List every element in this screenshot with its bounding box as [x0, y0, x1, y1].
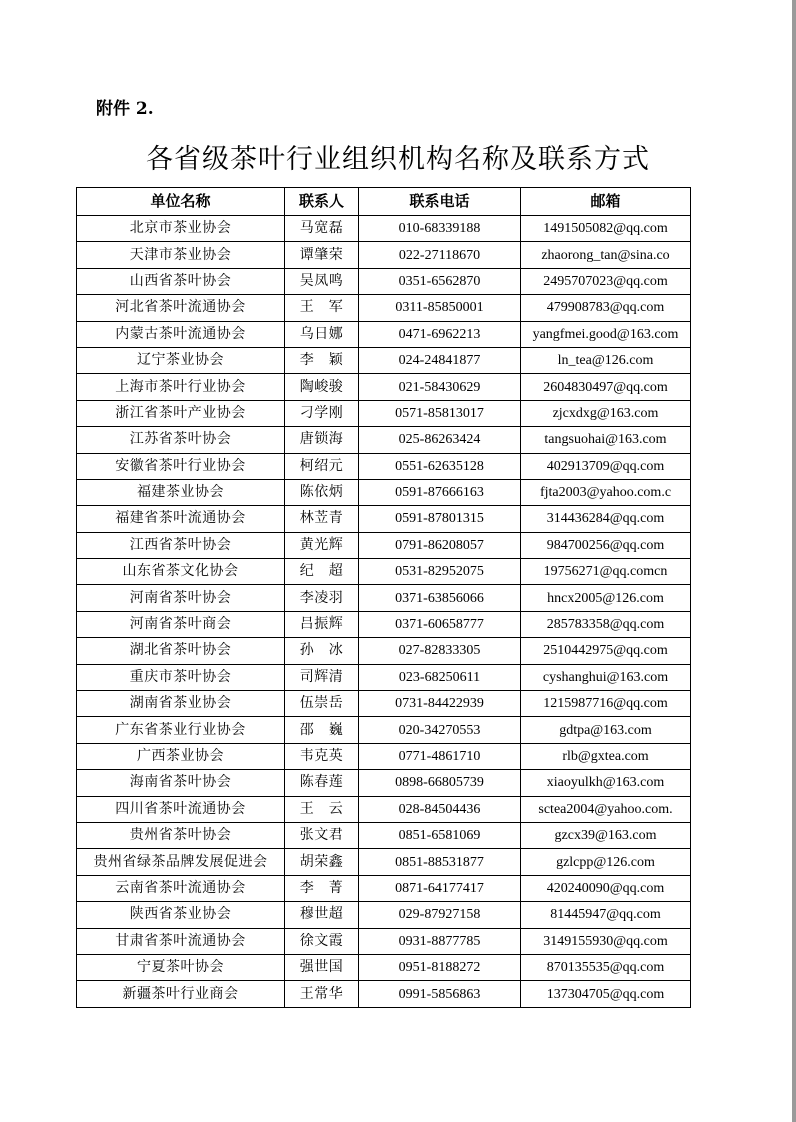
- org-name-cell: 辽宁茶业协会: [77, 347, 285, 373]
- contact-person-cell: 胡荣鑫: [285, 849, 359, 875]
- email-cell: 3149155930@qq.com: [521, 928, 691, 954]
- contact-person-cell: 李 菁: [285, 875, 359, 901]
- table-row: [77, 559, 691, 585]
- org-name-cell: 江苏省茶叶协会: [77, 427, 285, 453]
- org-name-cell: 河南省茶叶商会: [77, 611, 285, 637]
- table-row: [77, 611, 691, 637]
- phone-cell: 029-87927158: [359, 902, 521, 928]
- email-cell: hncx2005@126.com: [521, 585, 691, 611]
- table-row: [77, 717, 691, 743]
- table-row: [77, 902, 691, 928]
- org-name-cell: 河北省茶叶流通协会: [77, 295, 285, 321]
- contacts-table: [76, 187, 691, 1008]
- org-name-cell: 山西省茶叶协会: [77, 268, 285, 294]
- phone-cell: 0771-4861710: [359, 743, 521, 769]
- table-header-row: [77, 188, 691, 216]
- table-row: [77, 479, 691, 505]
- email-cell: 479908783@qq.com: [521, 295, 691, 321]
- table-row: [77, 427, 691, 453]
- phone-cell: 0871-64177417: [359, 875, 521, 901]
- org-name-cell: 重庆市茶叶协会: [77, 664, 285, 690]
- phone-cell: 0591-87801315: [359, 506, 521, 532]
- phone-cell: 025-86263424: [359, 427, 521, 453]
- contact-person-cell: 穆世超: [285, 902, 359, 928]
- email-cell: xiaoyulkh@163.com: [521, 770, 691, 796]
- contact-person-cell: 司辉清: [285, 664, 359, 690]
- org-name-cell: 贵州省绿茶品牌发展促进会: [77, 849, 285, 875]
- email-cell: 2495707023@qq.com: [521, 268, 691, 294]
- table-row: [77, 532, 691, 558]
- phone-cell: 0951-8188272: [359, 954, 521, 980]
- table-row: [77, 796, 691, 822]
- table-row: [77, 242, 691, 268]
- header-contact-person: 联系人: [285, 188, 359, 216]
- table-row: [77, 268, 691, 294]
- email-cell: fjta2003@yahoo.com.c: [521, 479, 691, 505]
- email-cell: zhaorong_tan@sina.co: [521, 242, 691, 268]
- contact-person-cell: 柯绍元: [285, 453, 359, 479]
- email-cell: 19756271@qq.comcn: [521, 559, 691, 585]
- table-row: [77, 400, 691, 426]
- contact-person-cell: 纪 超: [285, 559, 359, 585]
- phone-cell: 021-58430629: [359, 374, 521, 400]
- org-name-cell: 广东省茶业行业协会: [77, 717, 285, 743]
- email-cell: 870135535@qq.com: [521, 954, 691, 980]
- contact-person-cell: 王常华: [285, 981, 359, 1007]
- org-name-cell: 新疆茶叶行业商会: [77, 981, 285, 1007]
- org-name-cell: 福建茶业协会: [77, 479, 285, 505]
- contact-person-cell: 孙 冰: [285, 638, 359, 664]
- email-cell: 402913709@qq.com: [521, 453, 691, 479]
- email-cell: 285783358@qq.com: [521, 611, 691, 637]
- org-name-cell: 安徽省茶叶行业协会: [77, 453, 285, 479]
- table-row: [77, 691, 691, 717]
- email-cell: 420240090@qq.com: [521, 875, 691, 901]
- contact-person-cell: 韦克英: [285, 743, 359, 769]
- table-row: [77, 321, 691, 347]
- org-name-cell: 广西茶业协会: [77, 743, 285, 769]
- table-row: [77, 216, 691, 242]
- phone-cell: 0991-5856863: [359, 981, 521, 1007]
- phone-cell: 0551-62635128: [359, 453, 521, 479]
- phone-cell: 0791-86208057: [359, 532, 521, 558]
- org-name-cell: 江西省茶叶协会: [77, 532, 285, 558]
- table-row: [77, 849, 691, 875]
- email-cell: cyshanghui@163.com: [521, 664, 691, 690]
- contact-person-cell: 徐文霞: [285, 928, 359, 954]
- email-cell: 81445947@qq.com: [521, 902, 691, 928]
- org-name-cell: 陕西省茶业协会: [77, 902, 285, 928]
- org-name-cell: 北京市茶业协会: [77, 216, 285, 242]
- contact-person-cell: 邵 巍: [285, 717, 359, 743]
- org-name-cell: 浙江省茶叶产业协会: [77, 400, 285, 426]
- phone-cell: 0591-87666163: [359, 479, 521, 505]
- email-cell: 137304705@qq.com: [521, 981, 691, 1007]
- table-row: [77, 954, 691, 980]
- email-cell: tangsuohai@163.com: [521, 427, 691, 453]
- email-cell: 2510442975@qq.com: [521, 638, 691, 664]
- table-row: [77, 664, 691, 690]
- contact-person-cell: 李凌羽: [285, 585, 359, 611]
- phone-cell: 010-68339188: [359, 216, 521, 242]
- email-cell: gzcx39@163.com: [521, 822, 691, 848]
- contact-person-cell: 乌日娜: [285, 321, 359, 347]
- contact-person-cell: 陶峻骏: [285, 374, 359, 400]
- phone-cell: 022-27118670: [359, 242, 521, 268]
- phone-cell: 0371-63856066: [359, 585, 521, 611]
- phone-cell: 023-68250611: [359, 664, 521, 690]
- table-row: [77, 453, 691, 479]
- org-name-cell: 内蒙古茶叶流通协会: [77, 321, 285, 347]
- org-name-cell: 河南省茶叶协会: [77, 585, 285, 611]
- email-cell: rlb@gxtea.com: [521, 743, 691, 769]
- phone-cell: 0851-6581069: [359, 822, 521, 848]
- org-name-cell: 四川省茶叶流通协会: [77, 796, 285, 822]
- contact-person-cell: 刁学刚: [285, 400, 359, 426]
- email-cell: gzlcpp@126.com: [521, 849, 691, 875]
- contact-person-cell: 李 颖: [285, 347, 359, 373]
- contact-person-cell: 强世国: [285, 954, 359, 980]
- contact-person-cell: 吕振辉: [285, 611, 359, 637]
- email-cell: 2604830497@qq.com: [521, 374, 691, 400]
- contact-person-cell: 王 军: [285, 295, 359, 321]
- table-row: [77, 585, 691, 611]
- phone-cell: 024-24841877: [359, 347, 521, 373]
- org-name-cell: 山东省茶文化协会: [77, 559, 285, 585]
- table-row: [77, 981, 691, 1007]
- org-name-cell: 宁夏茶叶协会: [77, 954, 285, 980]
- contact-person-cell: 王 云: [285, 796, 359, 822]
- contact-person-cell: 谭肇荣: [285, 242, 359, 268]
- header-phone: 联系电话: [359, 188, 521, 216]
- org-name-cell: 上海市茶叶行业协会: [77, 374, 285, 400]
- table-row: [77, 506, 691, 532]
- contact-person-cell: 陈春莲: [285, 770, 359, 796]
- table-row: [77, 347, 691, 373]
- contact-person-cell: 唐锁海: [285, 427, 359, 453]
- contact-person-cell: 吴凤鸣: [285, 268, 359, 294]
- table-row: [77, 928, 691, 954]
- contact-person-cell: 伍崇岳: [285, 691, 359, 717]
- contact-person-cell: 黄光辉: [285, 532, 359, 558]
- email-cell: 1215987716@qq.com: [521, 691, 691, 717]
- email-cell: zjcxdxg@163.com: [521, 400, 691, 426]
- org-name-cell: 福建省茶叶流通协会: [77, 506, 285, 532]
- contact-person-cell: 张文君: [285, 822, 359, 848]
- contact-person-cell: 林苙青: [285, 506, 359, 532]
- phone-cell: 0351-6562870: [359, 268, 521, 294]
- phone-cell: 0731-84422939: [359, 691, 521, 717]
- contact-person-cell: 马宽磊: [285, 216, 359, 242]
- email-cell: yangfmei.good@163.com: [521, 321, 691, 347]
- org-name-cell: 海南省茶叶协会: [77, 770, 285, 796]
- email-cell: gdtpa@163.com: [521, 717, 691, 743]
- contact-person-cell: 陈依炳: [285, 479, 359, 505]
- phone-cell: 0471-6962213: [359, 321, 521, 347]
- org-name-cell: 湖南省茶业协会: [77, 691, 285, 717]
- phone-cell: 0531-82952075: [359, 559, 521, 585]
- phone-cell: 0571-85813017: [359, 400, 521, 426]
- phone-cell: 027-82833305: [359, 638, 521, 664]
- org-name-cell: 天津市茶业协会: [77, 242, 285, 268]
- phone-cell: 0898-66805739: [359, 770, 521, 796]
- phone-cell: 0371-60658777: [359, 611, 521, 637]
- table-row: [77, 638, 691, 664]
- page-title: 各省级茶叶行业组织机构名称及联系方式: [146, 144, 650, 175]
- header-org-name: 单位名称: [77, 188, 285, 216]
- email-cell: ln_tea@126.com: [521, 347, 691, 373]
- phone-cell: 028-84504436: [359, 796, 521, 822]
- table-row: [77, 743, 691, 769]
- attachment-label: 附件 2.: [96, 99, 154, 119]
- org-name-cell: 湖北省茶叶协会: [77, 638, 285, 664]
- phone-cell: 0311-85850001: [359, 295, 521, 321]
- table-row: [77, 295, 691, 321]
- header-email: 邮箱: [521, 188, 691, 216]
- org-name-cell: 甘肃省茶叶流通协会: [77, 928, 285, 954]
- email-cell: 984700256@qq.com: [521, 532, 691, 558]
- email-cell: 314436284@qq.com: [521, 506, 691, 532]
- table-row: [77, 875, 691, 901]
- table-row: [77, 822, 691, 848]
- email-cell: sctea2004@yahoo.com.: [521, 796, 691, 822]
- org-name-cell: 贵州省茶叶协会: [77, 822, 285, 848]
- table-row: [77, 374, 691, 400]
- phone-cell: 020-34270553: [359, 717, 521, 743]
- org-name-cell: 云南省茶叶流通协会: [77, 875, 285, 901]
- phone-cell: 0931-8877785: [359, 928, 521, 954]
- table-row: [77, 770, 691, 796]
- email-cell: 1491505082@qq.com: [521, 216, 691, 242]
- phone-cell: 0851-88531877: [359, 849, 521, 875]
